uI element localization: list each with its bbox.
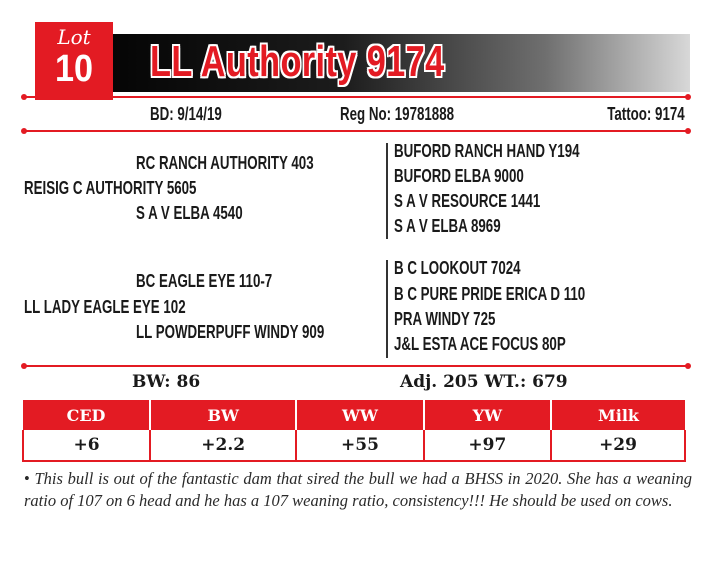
pedigree-sire-dam: S A V ELBA 4540 xyxy=(136,203,243,223)
epd-header-ww: WW xyxy=(296,400,423,430)
epd-value-ced: +6 xyxy=(23,430,150,461)
lot-number: 10 xyxy=(54,48,94,90)
registration-number: Reg No: 19781888 xyxy=(340,104,455,124)
lot-label: Lot xyxy=(57,25,91,49)
bullet-icon: • xyxy=(24,469,30,488)
comment-text: This bull is out of the fantastic dam that sired the bull we had a BHSS in 2020. She has a weaning ratio of 107 on 6 head and he has a 107 weaning ratio, consistency!!! He should be used on cows. xyxy=(24,469,692,510)
epd-header-row xyxy=(23,400,685,430)
pedigree-dam-sire: BC EAGLE EYE 110-7 xyxy=(136,271,273,291)
pedigree-dam-sire-sire: B C LOOKOUT 7024 xyxy=(394,258,521,278)
pedigree-dam: LL LADY EAGLE EYE 102 xyxy=(24,297,186,317)
animal-name: LL Authority 9174 xyxy=(150,37,445,86)
epd-header-bw: BW xyxy=(150,400,296,430)
pedigree-rule xyxy=(24,365,688,367)
epd-header-milk: Milk xyxy=(551,400,685,430)
pedigree-sire-sire: RC RANCH AUTHORITY 403 xyxy=(136,153,314,173)
birth-date: BD: 9/14/19 xyxy=(150,104,222,124)
pedigree-sire-sire-sire: BUFORD RANCH HAND Y194 xyxy=(394,141,580,161)
pedigree-sire-dam-sire: S A V RESOURCE 1441 xyxy=(394,191,541,211)
epd-header-yw: YW xyxy=(424,400,551,430)
pedigree-dam-dam-sire: PRA WINDY 725 xyxy=(394,309,496,329)
tattoo: Tattoo: 9174 xyxy=(607,104,685,124)
lot-comment xyxy=(24,468,692,512)
pedigree-divider-top xyxy=(386,143,388,239)
info-rule xyxy=(24,130,688,132)
epd-value-yw: +97 xyxy=(424,430,551,461)
epd-value-milk: +29 xyxy=(551,430,685,461)
birth-weight: BW: 86 xyxy=(132,372,201,392)
pedigree-sire: REISIG C AUTHORITY 5605 xyxy=(24,178,197,198)
epd-header-ced: CED xyxy=(23,400,150,430)
pedigree-dam-sire-dam: B C PURE PRIDE ERICA D 110 xyxy=(394,284,586,304)
epd-value-ww: +55 xyxy=(296,430,423,461)
lot-badge xyxy=(35,22,113,100)
epd-value-row xyxy=(23,430,685,461)
pedigree-sire-dam-dam: S A V ELBA 8969 xyxy=(394,216,501,236)
pedigree-sire-sire-dam: BUFORD ELBA 9000 xyxy=(394,166,524,186)
epd-value-bw: +2.2 xyxy=(150,430,296,461)
epd-table xyxy=(22,400,686,462)
pedigree-dam-dam-dam: J&L ESTA ACE FOCUS 80P xyxy=(394,334,566,354)
top-rule xyxy=(24,96,688,98)
adjusted-205-weight: Adj. 205 WT.: 679 xyxy=(400,372,568,392)
pedigree-dam-dam: LL POWDERPUFF WINDY 909 xyxy=(136,322,325,342)
pedigree-divider-bottom xyxy=(386,260,388,358)
